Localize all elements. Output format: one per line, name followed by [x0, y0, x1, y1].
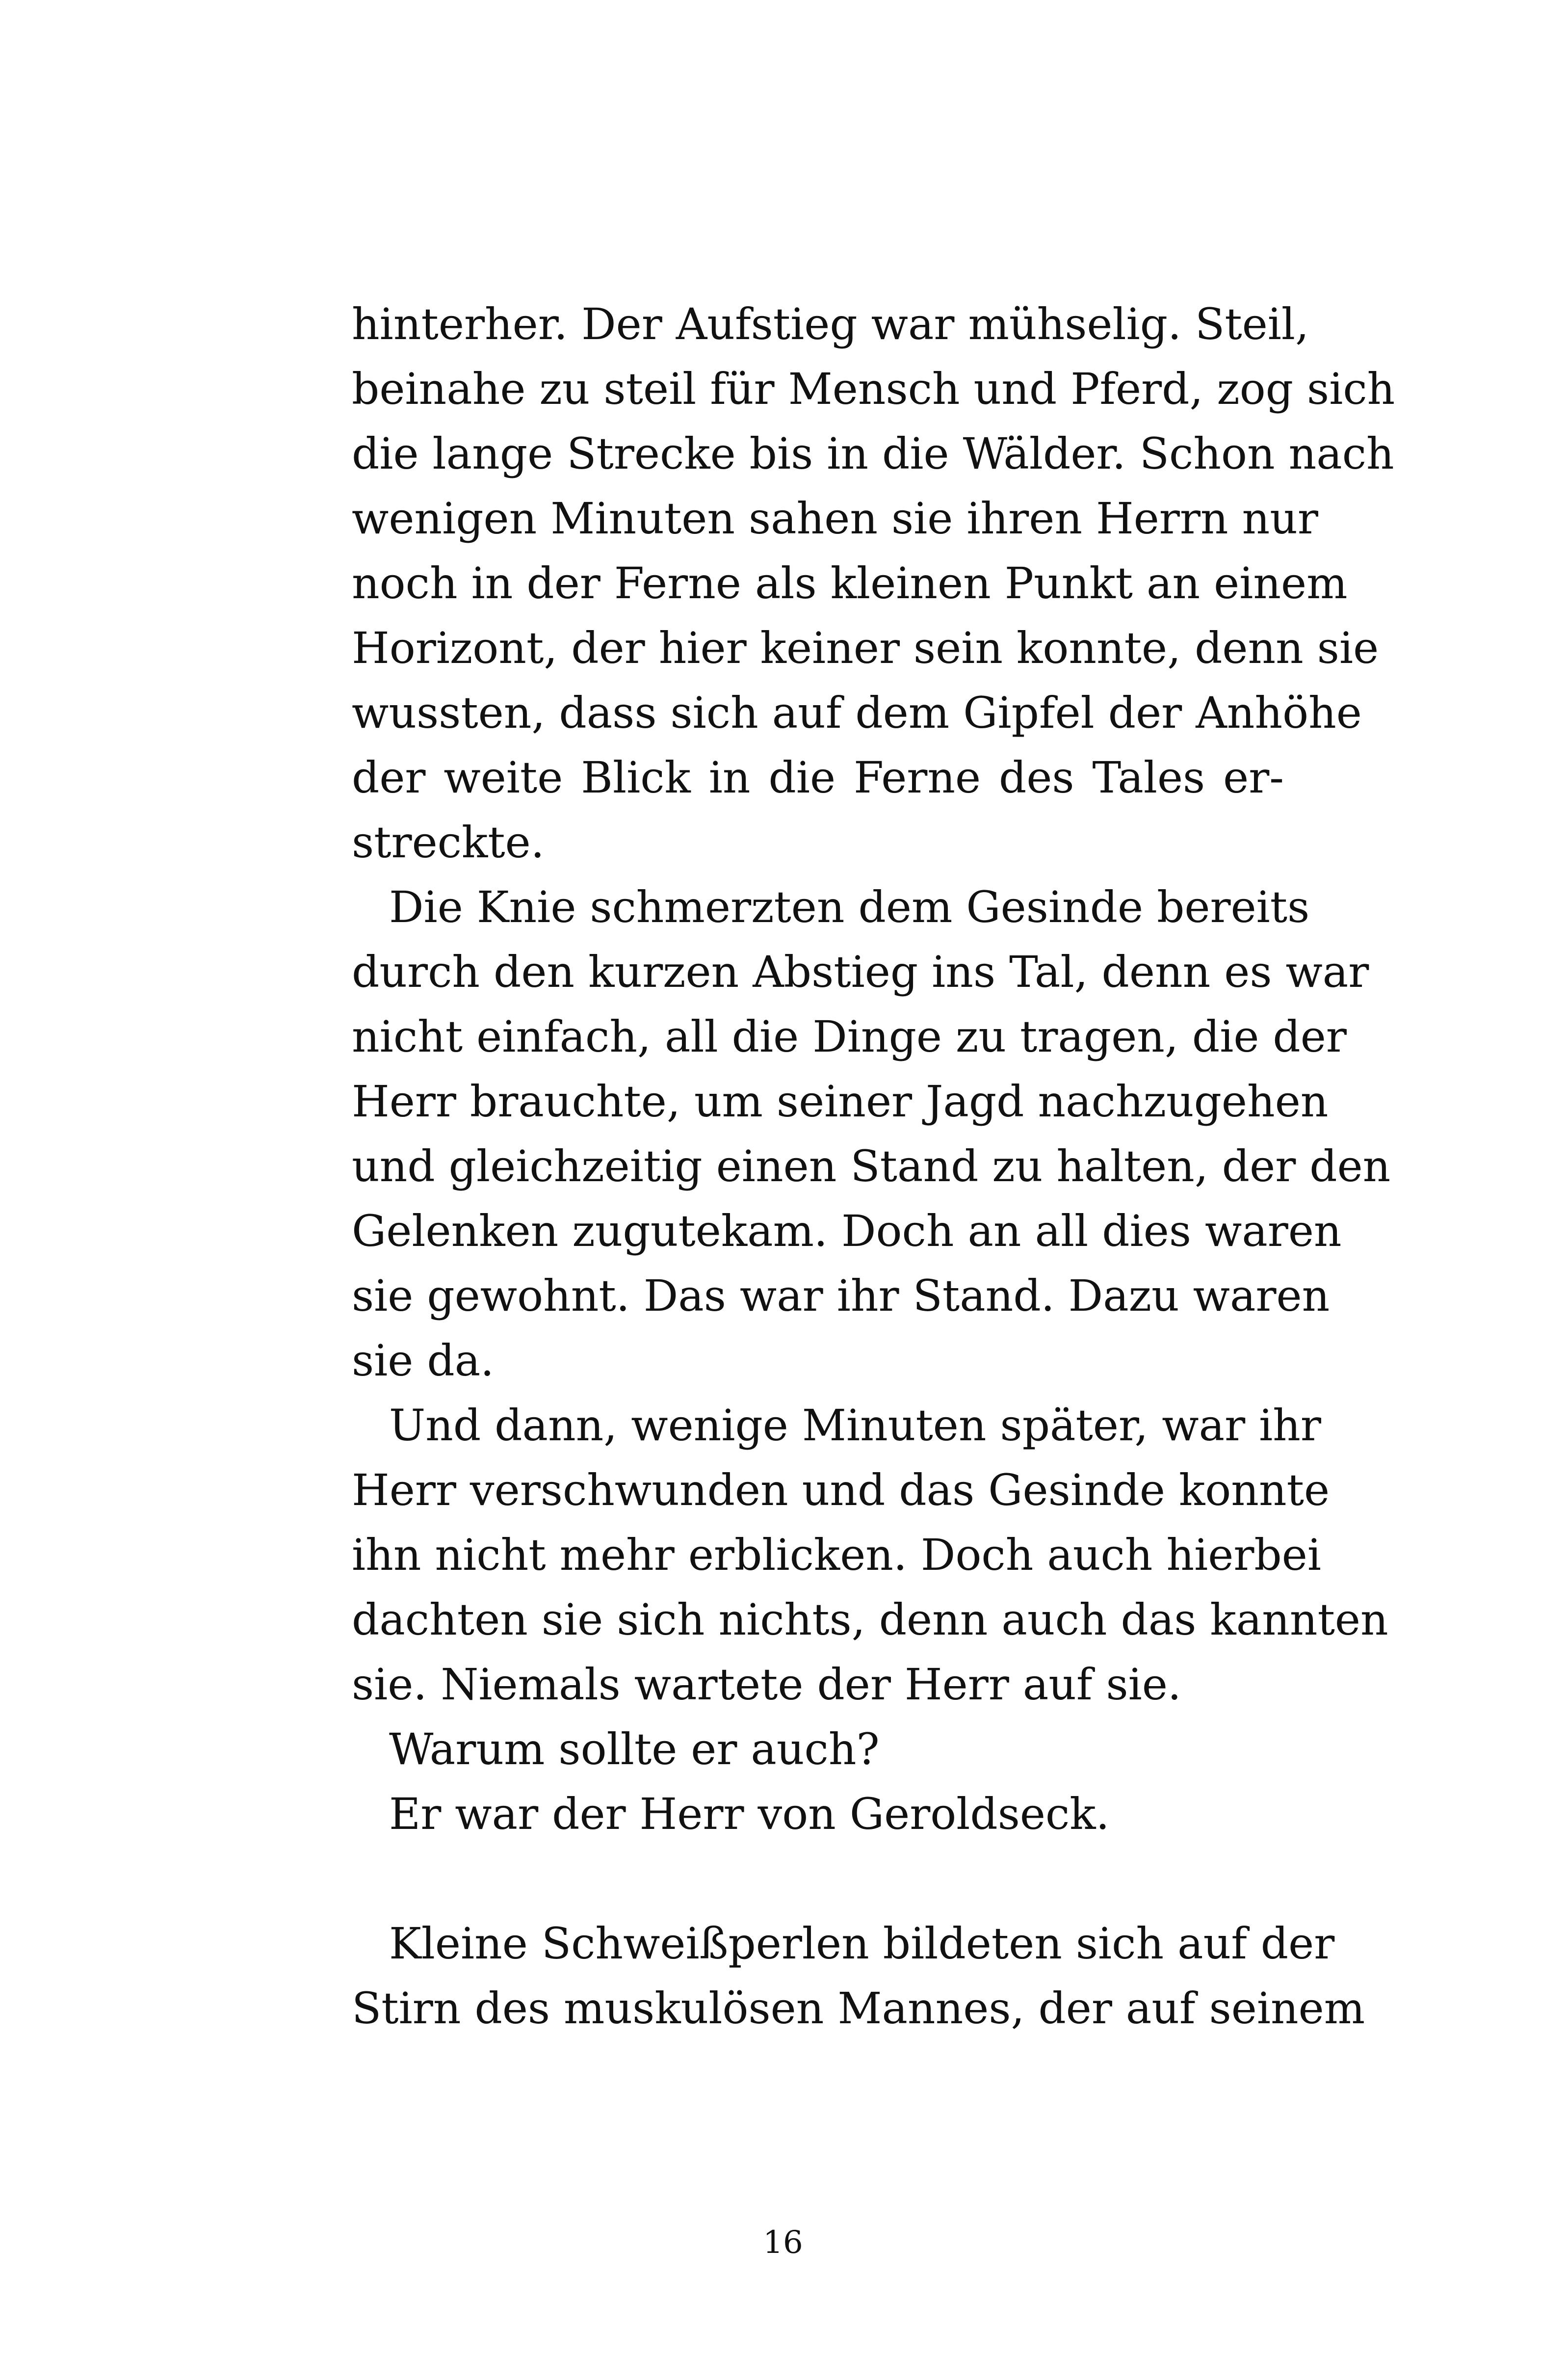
text-line: und gleichzeitig einen Stand zu halten, der den	[352, 1141, 1391, 1191]
text-line: Die Knie schmerzten dem Gesinde bereits	[389, 882, 1310, 932]
text-line: noch in der Ferne als kleinen Punkt an einem	[352, 558, 1348, 608]
paragraph-4	[352, 1717, 1284, 1782]
text-line: sie gewohnt. Das war ihr Stand. Dazu waren	[352, 1270, 1330, 1321]
section-break	[352, 1847, 1284, 1911]
body-text	[352, 292, 1395, 2041]
paragraph-5	[352, 1782, 1284, 1847]
text-line: beinahe zu steil für Mensch und Pferd, zog sich	[352, 364, 1395, 414]
text-line: Er war der Herr von Geroldseck.	[389, 1789, 1110, 1839]
text-line: hinterher. Der Aufstieg war mühselig. Steil,	[352, 299, 1309, 349]
page-number: 16	[763, 2224, 803, 2261]
text-line: sie. Niemals wartete der Herr auf sie.	[352, 1659, 1181, 1710]
text-line: Herr brauchte, um seiner Jagd nachzugehen	[352, 1076, 1329, 1127]
text-line: Horizont, der hier keiner sein konnte, denn sie	[352, 623, 1379, 673]
text-line: Stirn des muskulösen Mannes, der auf seinem	[352, 1983, 1365, 2034]
text-line: wussten, dass sich auf dem Gipfel der Anhöhe	[352, 688, 1362, 738]
text-line: wenigen Minuten sahen sie ihren Herrn nur	[352, 493, 1318, 544]
text-line: Gelenken zugutekam. Doch an all dies waren	[352, 1206, 1342, 1256]
text-line: ihn nicht mehr erblicken. Doch auch hierbei	[352, 1530, 1321, 1580]
text-line: dachten sie sich nichts, denn auch das kannten	[352, 1594, 1388, 1645]
text-line: streckte.	[352, 817, 545, 868]
text-line: sie da.	[352, 1335, 495, 1386]
text-line: die lange Strecke bis in die Wälder. Schon nach	[352, 428, 1394, 479]
text-line: durch den kurzen Abstieg ins Tal, denn es war	[352, 947, 1369, 997]
text-line: Warum sollte er auch?	[389, 1724, 880, 1774]
paragraph-6	[352, 1911, 1365, 2041]
paragraph-3	[352, 1393, 1388, 1717]
paragraph-1	[352, 292, 1395, 875]
text-line: Und dann, wenige Minuten später, war ihr	[389, 1400, 1321, 1451]
paragraph-2	[352, 875, 1391, 1393]
text-line: der weite Blick in die Ferne des Tales er-	[352, 752, 1284, 803]
text-line: Herr verschwunden und das Gesinde konnte	[352, 1465, 1330, 1515]
text-line: Kleine Schweißperlen bildeten sich auf der	[389, 1918, 1335, 1969]
text-line: nicht einfach, all die Dinge zu tragen, die der	[352, 1011, 1347, 1062]
